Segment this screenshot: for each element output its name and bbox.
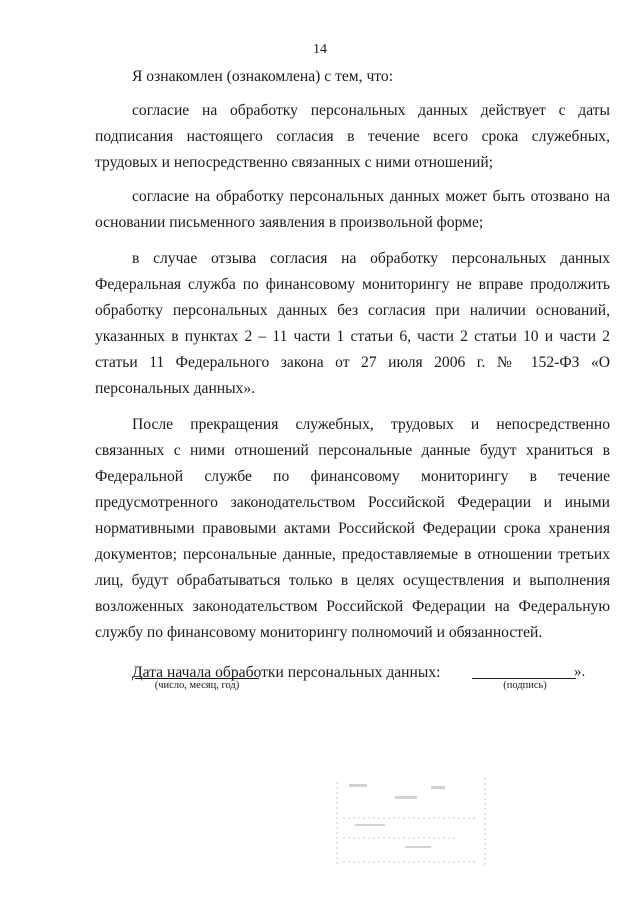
date-line xyxy=(135,678,259,679)
paragraph-consent-validity: согласие на обработку персональных данных действует с даты подписания настоящего согласия в течение всего срока служебных, трудовых и непосредственно связанных с ними отношений; xyxy=(95,102,610,171)
signature-closing-mark: ». xyxy=(574,664,586,680)
page-number: 14 xyxy=(313,42,327,57)
paragraph-revocation-case: в случае отзыва согласия на обработку персональных данных Федеральная служба по финансовому мониторингу не вправе продолжить обработку персональных данных без согласия при наличии оснований, указанных в пунктах 2 – 11 части 1 статьи 6, части 2 статьи 10 и части 2 статьи 11 Федерального закона от 27 июля 2006 г. № 152-ФЗ «О персональных данных». xyxy=(95,250,610,397)
stamp-remnant xyxy=(335,772,490,872)
signature-line xyxy=(472,678,576,679)
paragraph-data-retention: После прекращения служебных, трудовых и непосредственно связанных с ними отношений персональные данные будут храниться в Федеральной службе по финансовому мониторингу в течение предусмотренного законодательством Российской Федерации и иными нормативными правовыми актами Российской Федерации срока хранения документов; персональные данные, предоставляемые в отношении третьих лиц, будут обрабатываться только в целях осуществления и выполнения возложенных законодательством Российской Федерации на Федеральную службу по финансовому мониторингу полномочий и обязанностей. xyxy=(95,416,610,641)
date-caption: (число, месяц, год) xyxy=(154,680,240,691)
paragraph-intro: Я ознакомлен (ознакомлена) с тем, что: xyxy=(132,68,394,85)
paragraph-consent-revocable: согласие на обработку персональных данных может быть отозвано на основании письменного заявления в произвольной форме; xyxy=(95,188,610,231)
signature-caption: (подпись) xyxy=(503,680,547,691)
document-body xyxy=(95,64,610,686)
paragraph-processing-start: Дата начала обработки персональных данных: xyxy=(132,664,441,681)
